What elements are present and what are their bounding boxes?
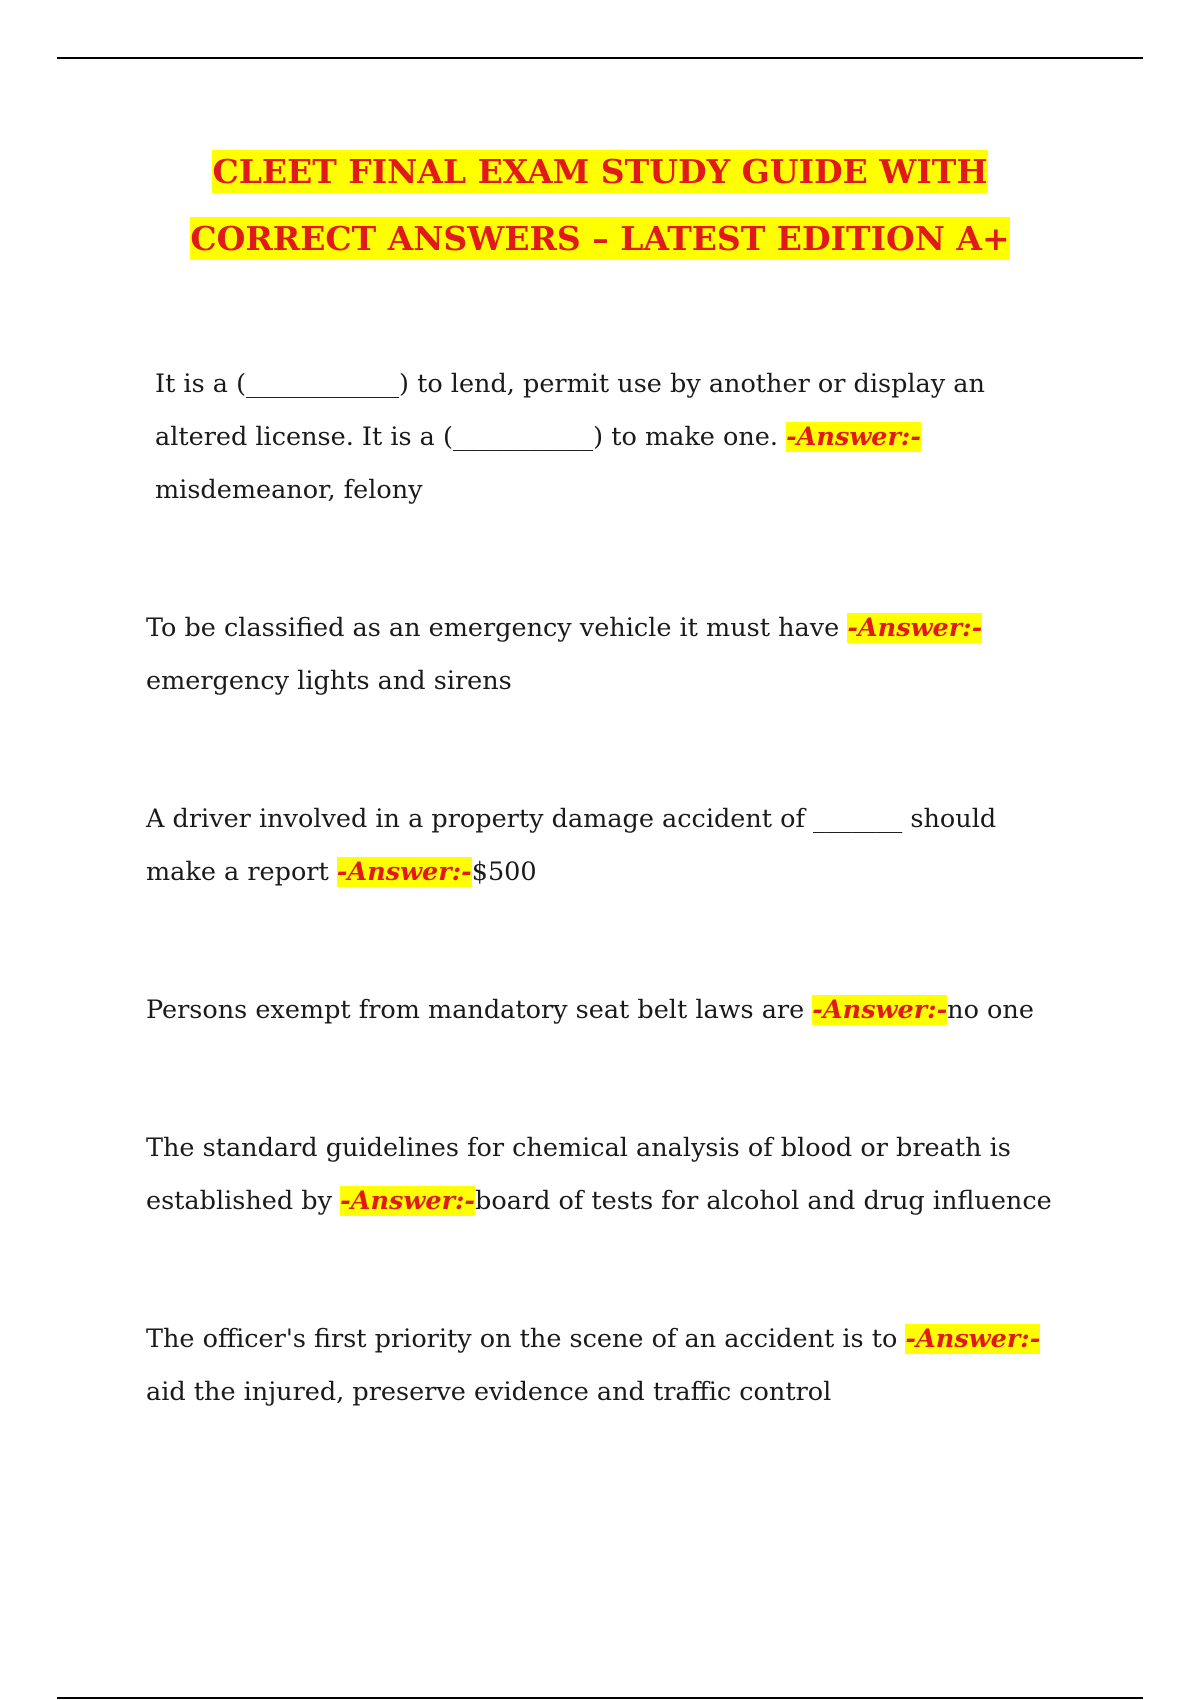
bottom-rule [57, 1697, 1143, 1699]
question-text: The standard guidelines for chemical analysis of blood or breath is established by [146, 1133, 1011, 1216]
question-text: A driver involved in a property damage accident of _______ should make a report [146, 804, 997, 887]
answer-marker: -Answer:- [812, 995, 948, 1025]
answer-text: emergency lights and sirens [146, 666, 512, 696]
question-text: To be classified as an emergency vehicle it must have [146, 613, 840, 643]
answer-marker: -Answer:- [847, 613, 983, 643]
qa-item [146, 1122, 1066, 1228]
answer-marker: -Answer:- [336, 857, 472, 887]
document-title [100, 138, 1100, 272]
question-text: Persons exempt from mandatory seat belt laws are [146, 995, 805, 1025]
top-rule [57, 57, 1143, 59]
question-text: The officer's first priority on the scene of an accident is to [146, 1324, 898, 1354]
title-line-1: CLEET FINAL EXAM STUDY GUIDE WITH [212, 152, 988, 191]
qa-item [146, 984, 1066, 1037]
answer-text: aid the injured, preserve evidence and traffic control [146, 1377, 832, 1407]
qa-item [146, 793, 1066, 899]
qa-item [146, 602, 1066, 708]
answer-marker: -Answer:- [786, 422, 921, 452]
answer-text: no one [947, 995, 1034, 1025]
qa-item [146, 358, 1066, 517]
qa-item [146, 1313, 1066, 1419]
answer-marker: -Answer:- [340, 1186, 476, 1216]
answer-text: board of tests for alcohol and drug influence [475, 1186, 1052, 1216]
title-line-2: CORRECT ANSWERS – LATEST EDITION A+ [190, 219, 1010, 258]
question-text: It is a (____________) to lend, permit use by another or display an altered license. It is a (___________) to make one. [155, 369, 985, 452]
answer-text: misdemeanor, felony [155, 475, 423, 505]
answer-text: $500 [471, 857, 537, 887]
answer-marker: -Answer:- [905, 1324, 1041, 1354]
qa-list [146, 358, 1066, 1419]
